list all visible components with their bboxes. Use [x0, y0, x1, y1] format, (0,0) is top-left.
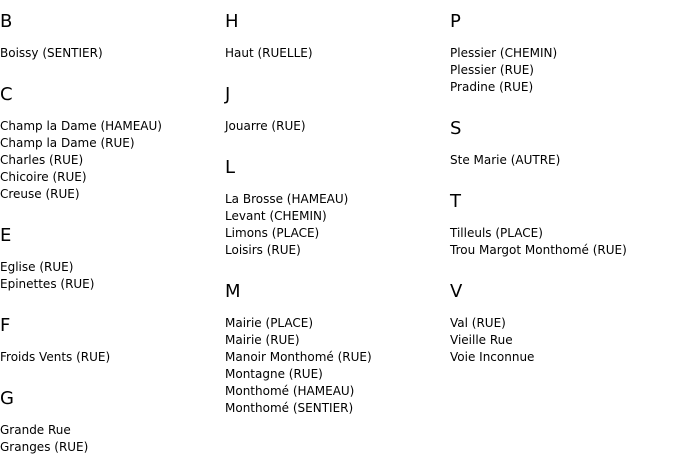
- street-link[interactable]: Monthomé (HAMEAU): [225, 384, 355, 398]
- street-link[interactable]: Vieille Rue: [450, 333, 513, 347]
- street-link[interactable]: Mairie (RUE): [225, 333, 300, 347]
- street-link[interactable]: Champ la Dame (HAMEAU): [0, 119, 162, 133]
- street-link[interactable]: Epinettes (RUE): [0, 277, 95, 291]
- street-list-p: [450, 45, 557, 96]
- street-link[interactable]: Plessier (RUE): [450, 63, 534, 77]
- street-link[interactable]: Champ la Dame (RUE): [0, 136, 135, 150]
- street-link[interactable]: Loisirs (RUE): [225, 243, 301, 257]
- street-list-m: [225, 315, 372, 417]
- street-list-g: [0, 422, 88, 456]
- street-link[interactable]: Chicoire (RUE): [0, 170, 87, 184]
- street-list-t: [450, 225, 627, 259]
- letter-heading-s: S: [450, 118, 462, 139]
- letter-heading-e: E: [0, 225, 12, 246]
- letter-heading-v: V: [450, 281, 463, 302]
- street-list-h: [225, 45, 313, 62]
- street-link[interactable]: Granges (RUE): [0, 440, 89, 454]
- street-link[interactable]: Tilleuls (PLACE): [450, 226, 543, 240]
- street-link[interactable]: Monthomé (SENTIER): [225, 401, 354, 415]
- street-list-c: [0, 118, 162, 203]
- street-list-e: [0, 259, 94, 293]
- street-list-s: [450, 152, 560, 169]
- letter-heading-b: B: [0, 11, 13, 32]
- street-link[interactable]: Grande Rue: [0, 423, 71, 437]
- street-list-f: [0, 349, 110, 366]
- letter-heading-m: M: [225, 281, 241, 302]
- letter-heading-l: L: [225, 157, 236, 178]
- street-link[interactable]: Pradine (RUE): [450, 80, 534, 94]
- street-link[interactable]: Ste Marie (AUTRE): [450, 153, 561, 167]
- street-link[interactable]: La Brosse (HAMEAU): [225, 192, 349, 206]
- street-list-v: [450, 315, 534, 366]
- street-list-l: [225, 191, 348, 259]
- street-link[interactable]: Charles (RUE): [0, 153, 84, 167]
- street-link[interactable]: Plessier (CHEMIN): [450, 46, 558, 60]
- street-list-j: [225, 118, 306, 135]
- letter-heading-c: C: [0, 84, 13, 105]
- letter-heading-g: G: [0, 388, 14, 409]
- street-link[interactable]: Jouarre (RUE): [225, 119, 306, 133]
- street-link[interactable]: Limons (PLACE): [225, 226, 320, 240]
- street-link[interactable]: Manoir Monthomé (RUE): [225, 350, 372, 364]
- street-link[interactable]: Haut (RUELLE): [225, 46, 313, 60]
- letter-heading-p: P: [450, 11, 461, 32]
- street-link[interactable]: Levant (CHEMIN): [225, 209, 327, 223]
- street-link[interactable]: Mairie (PLACE): [225, 316, 314, 330]
- street-link[interactable]: Froids Vents (RUE): [0, 350, 111, 364]
- letter-heading-j: J: [225, 84, 231, 105]
- street-link[interactable]: Trou Margot Monthomé (RUE): [450, 243, 627, 257]
- letter-heading-f: F: [0, 315, 11, 336]
- street-link[interactable]: Montagne (RUE): [225, 367, 323, 381]
- street-link[interactable]: Val (RUE): [450, 316, 506, 330]
- street-link[interactable]: Boissy (SENTIER): [0, 46, 103, 60]
- street-link[interactable]: Creuse (RUE): [0, 187, 80, 201]
- street-list-b: [0, 45, 103, 62]
- street-link[interactable]: Eglise (RUE): [0, 260, 74, 274]
- street-link[interactable]: Voie Inconnue: [450, 350, 535, 364]
- letter-heading-t: T: [450, 191, 461, 212]
- letter-heading-h: H: [225, 11, 239, 32]
